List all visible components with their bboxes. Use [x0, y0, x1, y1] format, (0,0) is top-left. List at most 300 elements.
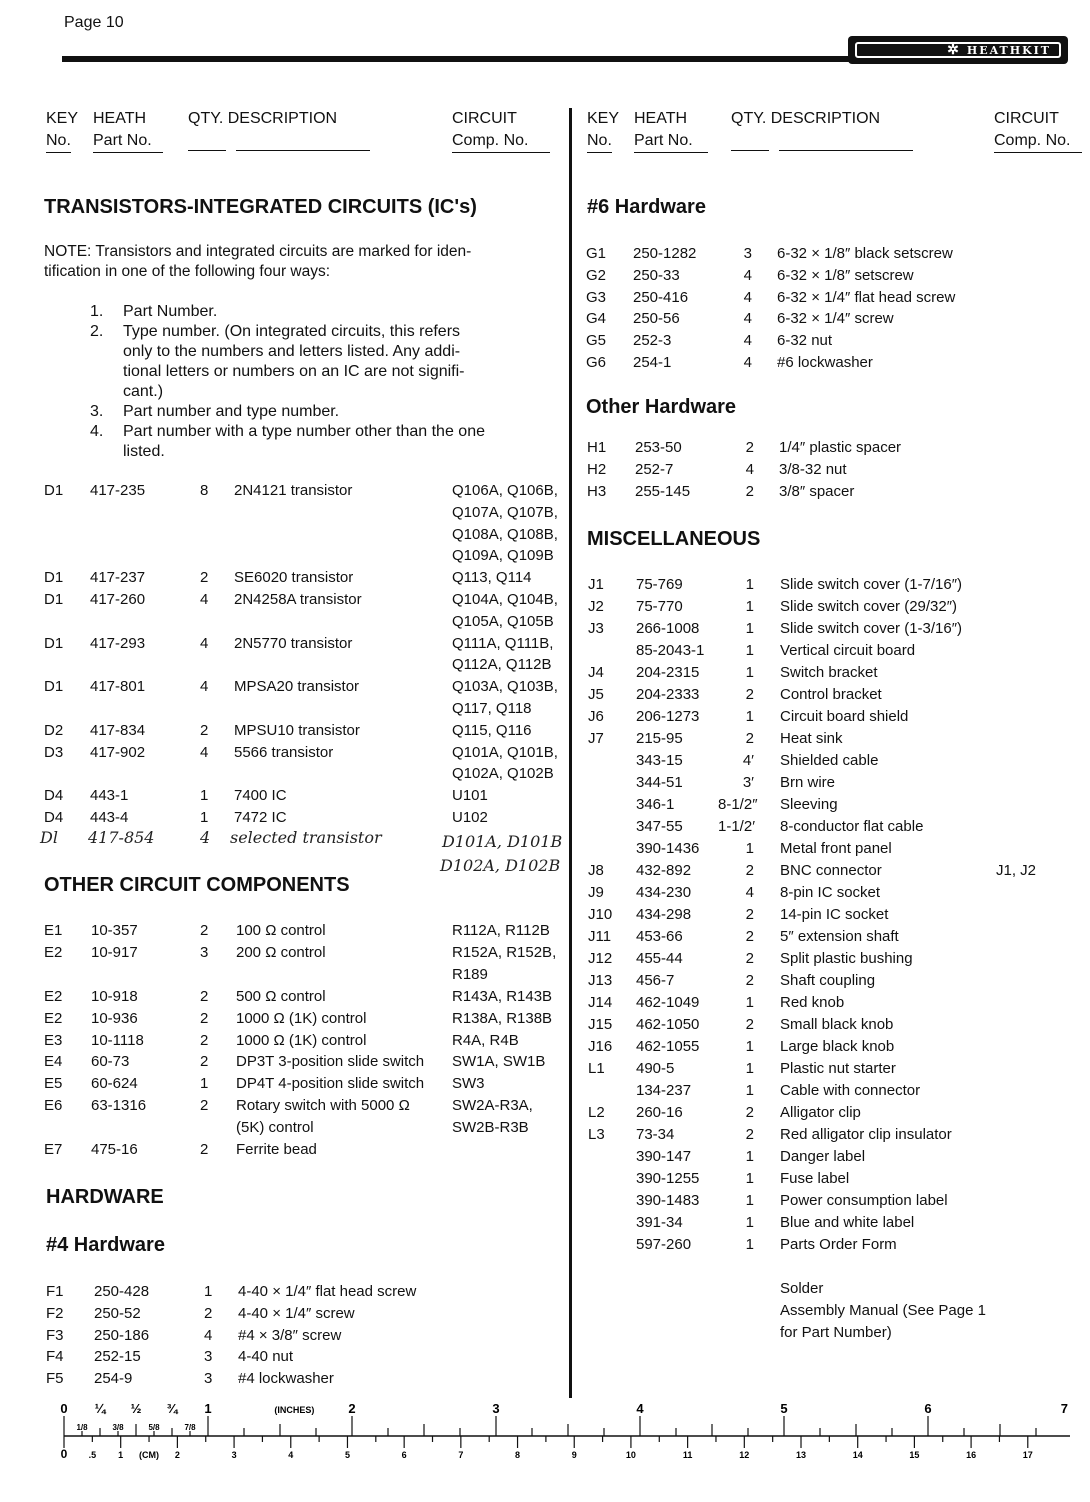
ruler-inch-label: 1 — [204, 1401, 212, 1416]
key-number: F3 — [46, 1326, 64, 1344]
hdr-desc-rule — [236, 150, 370, 151]
quantity: 2 — [745, 730, 754, 747]
circuit-comp-no: SW1A, SW1B — [452, 1053, 546, 1071]
parts-row — [0, 774, 1090, 796]
key-number: E4 — [44, 1053, 63, 1071]
note-item-text: tional letters or numbers on an IC are not signifi- — [123, 363, 465, 380]
part-number: 434-298 — [636, 906, 692, 923]
ruler-inch-label: 3 — [492, 1401, 500, 1416]
ruler-cm-label: 0 — [60, 1447, 68, 1461]
key-number: G4 — [586, 310, 607, 328]
circuit-comp-no: Q104A, Q104B, — [452, 591, 558, 608]
description: 4-40 × 1/4″ screw — [238, 1304, 355, 1322]
part-number: 63-1316 — [91, 1097, 147, 1115]
note-item-text: Part number with a type number other than the one — [123, 423, 485, 440]
part-number: 250-1282 — [633, 245, 697, 262]
description: 6-32 × 1/8″ setscrew — [777, 266, 914, 284]
quantity: 2 — [745, 1126, 754, 1143]
key-number: J1 — [588, 576, 604, 593]
part-number: 10-917 — [91, 943, 138, 961]
part-number: 75-770 — [636, 598, 683, 615]
misc-table — [0, 576, 1090, 1266]
part-number: 252-3 — [633, 332, 672, 350]
quantity: 2 — [745, 439, 754, 456]
parts-row — [0, 620, 1090, 642]
quantity: 3 — [204, 1348, 213, 1366]
part-number: 443-4 — [90, 809, 129, 826]
part-number: 60-73 — [91, 1053, 130, 1071]
quantity: 2 — [200, 721, 209, 739]
quantity: 1 — [745, 1192, 754, 1209]
parts-row — [0, 354, 1090, 376]
quantity: 1 — [745, 1082, 754, 1099]
part-number: 250-428 — [94, 1283, 150, 1300]
key-number: L2 — [588, 1104, 605, 1121]
description: DP4T 4-position slide switch — [236, 1075, 425, 1093]
note-item-number: 1. — [90, 303, 104, 320]
description: 1/4″ plastic spacer — [779, 439, 902, 456]
parts-row — [0, 1082, 1090, 1104]
circuit-comp-no: SW3 — [452, 1075, 485, 1093]
description: Plastic nut starter — [780, 1060, 896, 1077]
description: Heat sink — [780, 730, 843, 747]
parts-row — [0, 289, 1090, 311]
parts-row — [0, 884, 1090, 906]
description: #4 × 3/8″ screw — [238, 1326, 342, 1344]
circuit-comp-no: U101 — [452, 787, 488, 805]
key-number: D1 — [44, 591, 64, 608]
key-number: J7 — [588, 730, 604, 747]
parts-row — [0, 332, 1090, 354]
circuit-comp-no: Q115, Q116 — [452, 721, 532, 739]
circuit-comp-no: Q101A, Q101B, — [452, 743, 558, 761]
ruler-inch-label: ¼ — [94, 1401, 106, 1416]
circuit-comp-no: Q108A, Q108B, — [452, 525, 558, 543]
quantity: 1 — [745, 1148, 754, 1165]
ruler-cm-label: 4 — [288, 1450, 294, 1460]
handwritten-qty: 4 — [200, 828, 211, 847]
part-number: 417-237 — [90, 569, 146, 587]
manual-item-line-1: Assembly Manual (See Page 1 — [780, 1302, 986, 1319]
quantity: 3 — [743, 245, 752, 262]
description: Ferrite bead — [236, 1141, 317, 1158]
parts-row — [0, 1126, 1090, 1148]
part-number: 254-9 — [94, 1370, 133, 1388]
quantity: 1-1/2′ — [718, 818, 756, 835]
key-number: J8 — [588, 862, 604, 879]
part-number: 73-34 — [636, 1126, 675, 1143]
note-item-number: 3. — [90, 403, 104, 420]
description: Sleeving — [780, 796, 838, 813]
parts-row — [0, 1192, 1090, 1214]
key-number: D1 — [44, 634, 64, 652]
description: 2N5770 transistor — [234, 634, 353, 652]
part-number: 204-2333 — [636, 686, 700, 703]
part-number: 204-2315 — [636, 664, 700, 681]
quantity: 2 — [200, 1009, 209, 1027]
hdr-qty-desc-r: QTY. DESCRIPTION — [731, 110, 881, 127]
key-number: J16 — [588, 1038, 613, 1055]
description: Circuit board shield — [780, 708, 909, 725]
key-number: G1 — [586, 245, 607, 262]
ruler-cm-label: 9 — [571, 1450, 577, 1460]
ruler-cm-label: (CM) — [139, 1450, 160, 1460]
description: Danger label — [780, 1148, 866, 1165]
part-number: 134-237 — [636, 1082, 692, 1099]
description: 6-32 × 1/4″ flat head screw — [777, 288, 956, 306]
key-number: H2 — [587, 460, 607, 478]
note-item-text: Type number. (On integrated circuits, this refers — [123, 323, 461, 340]
parts-row — [0, 730, 1090, 752]
quantity: 2 — [200, 1031, 209, 1049]
circuit-comp-no: SW2A-R3A, — [452, 1097, 533, 1115]
parts-row — [0, 1170, 1090, 1192]
key-number: D2 — [44, 721, 64, 739]
quantity: 4′ — [742, 752, 754, 769]
circuit-comp-no: Q111A, Q111B, — [452, 634, 554, 652]
ruler-inch-label: 7 — [1060, 1401, 1068, 1416]
part-number: 250-33 — [633, 266, 680, 284]
key-number: G6 — [586, 354, 607, 371]
ruler-fraction-label: 3/8 — [112, 1423, 124, 1432]
part-number: 266-1008 — [636, 620, 700, 637]
hdr-qty-rule — [188, 150, 226, 151]
description: Cable with connector — [780, 1082, 921, 1099]
quantity: 2 — [204, 1304, 213, 1322]
ruler-cm-label: 12 — [739, 1450, 750, 1460]
handwritten-comp-1: D101A, D101B — [442, 832, 563, 851]
hdr-circuit-r: CIRCUIT — [994, 110, 1059, 127]
ruler-fraction-label: 1/8 — [76, 1423, 88, 1432]
ruler-inch-label: ½ — [130, 1401, 142, 1416]
description: Slide switch cover (29/32″) — [780, 598, 958, 615]
key-number: G5 — [586, 332, 607, 350]
description: 100 Ω control — [236, 922, 326, 939]
ruler-cm-label: 10 — [625, 1450, 636, 1460]
hdr-key-no: No. — [46, 130, 71, 153]
description: 6-32 nut — [777, 332, 833, 350]
part-number: 10-1118 — [91, 1031, 144, 1049]
ruler-inch-label: (INCHES) — [274, 1405, 315, 1415]
parts-row — [0, 818, 1090, 840]
ruler-cm-label: .5 — [88, 1450, 97, 1460]
description: BNC connector — [780, 862, 882, 879]
quantity: 2 — [200, 987, 209, 1005]
description: Alligator clip — [780, 1104, 861, 1121]
part-number: 432-892 — [636, 862, 692, 879]
key-number: G2 — [586, 266, 607, 284]
parts-row — [0, 1148, 1090, 1170]
quantity: 2 — [200, 1141, 209, 1158]
part-number: 10-936 — [91, 1009, 138, 1027]
description: 4-40 × 1/4″ flat head screw — [238, 1283, 417, 1300]
key-number: E2 — [44, 987, 63, 1005]
key-number: E1 — [44, 922, 63, 939]
circuit-comp-no: R112A, R112B — [452, 922, 550, 939]
key-number: J11 — [588, 928, 612, 945]
description: Red alligator clip insulator — [780, 1126, 952, 1143]
part-number: 215-95 — [636, 730, 683, 747]
quantity: 1 — [745, 1170, 754, 1187]
part-number: 462-1050 — [636, 1016, 700, 1033]
quantity: 4 — [743, 288, 752, 306]
quantity: 2 — [745, 1104, 754, 1121]
other-hardware-table — [0, 439, 1090, 505]
description: 6-32 × 1/4″ screw — [777, 310, 894, 328]
part-number: 417-293 — [90, 634, 146, 652]
ruler-inch-label: 5 — [780, 1401, 788, 1416]
part-number: 10-357 — [91, 922, 138, 939]
circuit-comp-no: R189 — [452, 965, 488, 983]
ruler-cm-label: 16 — [966, 1450, 977, 1460]
circuit-comp-no: Q113, Q114 — [452, 569, 532, 587]
section-hw4-title: #4 Hardware — [46, 1234, 165, 1256]
parts-row — [0, 1104, 1090, 1126]
key-number: E2 — [44, 943, 63, 961]
part-number: 252-15 — [94, 1348, 141, 1366]
key-number: J10 — [588, 906, 613, 923]
parts-row — [0, 708, 1090, 730]
parts-row — [0, 245, 1090, 267]
part-number: 390-1483 — [636, 1192, 700, 1209]
parts-row — [0, 1370, 570, 1392]
note-line-2: tification in one of the following four ways: — [44, 263, 331, 280]
note-line-1: NOTE: Transistors and integrated circuits are marked for iden- — [44, 243, 472, 260]
parts-row — [0, 862, 1090, 884]
quantity: 4 — [204, 1326, 213, 1344]
parts-row — [0, 1348, 570, 1370]
ruler-cm-label: 7 — [458, 1450, 464, 1460]
description: #4 lockwasher — [238, 1370, 334, 1388]
handwritten-key: Dl — [40, 828, 58, 847]
part-number: 417-834 — [90, 721, 146, 739]
parts-row — [0, 1038, 1090, 1060]
description: 500 Ω control — [236, 987, 326, 1005]
part-number: 391-34 — [636, 1214, 683, 1231]
quantity: 1 — [745, 1060, 754, 1077]
parts-row — [0, 1214, 1090, 1236]
note-item-number: 4. — [90, 423, 104, 440]
key-number: J6 — [588, 708, 604, 725]
description: Split plastic bushing — [780, 950, 913, 967]
circuit-comp-no: R152A, R152B, — [452, 943, 557, 961]
description: Metal front panel — [780, 840, 892, 857]
part-number: 455-44 — [636, 950, 683, 967]
description: Blue and white label — [780, 1214, 915, 1231]
key-number: H3 — [587, 482, 607, 500]
description: 8-conductor flat cable — [780, 818, 924, 835]
quantity: 4 — [743, 310, 752, 328]
parts-row — [0, 1327, 570, 1349]
note-item-text: Part number and type number. — [123, 403, 340, 420]
key-number: J4 — [588, 664, 604, 681]
circuit-comp-no: Q102A, Q102B — [452, 765, 554, 783]
description: 1000 Ω (1K) control — [236, 1009, 367, 1027]
part-number: 417-260 — [90, 591, 146, 608]
note-item-text: listed. — [123, 443, 165, 460]
description: Control bracket — [780, 686, 882, 703]
quantity: 3 — [200, 943, 209, 961]
description: 8-pin IC socket — [780, 884, 881, 901]
ruler-cm-label: 8 — [515, 1450, 521, 1460]
ruler-fraction-label: 5/8 — [148, 1423, 160, 1432]
parts-row — [0, 439, 1090, 461]
quantity: 4 — [743, 266, 752, 284]
description: 1000 Ω (1K) control — [236, 1031, 367, 1049]
quantity: 2 — [745, 928, 754, 945]
quantity: 1 — [745, 598, 754, 615]
part-number: 434-230 — [636, 884, 692, 901]
circuit-comp-no: Q105A, Q105B — [452, 612, 554, 630]
key-number: J2 — [588, 598, 604, 615]
ruler-inch-label: 0 — [60, 1401, 68, 1416]
key-number: J15 — [588, 1016, 613, 1033]
part-number: 85-2043-1 — [636, 642, 705, 659]
circuit-comp-no: Q107A, Q107B, — [452, 503, 558, 521]
description: Rotary switch with 5000 Ω — [236, 1097, 410, 1115]
quantity: 2 — [200, 569, 209, 587]
quantity: 4 — [743, 354, 752, 371]
description: Slide switch cover (1-3/16″) — [780, 620, 963, 637]
note-item-number: 2. — [90, 323, 104, 340]
circuit-comp-no: J1, J2 — [996, 862, 1037, 879]
hdr-part-no-r: Part No. — [634, 130, 708, 153]
hdr-qty-rule-r — [731, 150, 769, 151]
parts-row — [0, 906, 1090, 928]
description: 7400 IC — [234, 787, 287, 805]
manual-item-line-2: for Part Number) — [780, 1324, 892, 1341]
quantity: 3 — [204, 1370, 213, 1388]
hdr-circuit: CIRCUIT — [452, 110, 517, 127]
description: Power consumption label — [780, 1192, 948, 1209]
quantity: 4 — [743, 332, 752, 350]
description: DP3T 3-position slide switch — [236, 1053, 425, 1071]
quantity: 4 — [745, 460, 754, 478]
quantity: 2 — [200, 1097, 209, 1115]
parts-row — [0, 1016, 1090, 1038]
key-number: F2 — [46, 1304, 64, 1322]
quantity: 1 — [745, 840, 754, 857]
section-transistors-title: TRANSISTORS-INTEGRATED CIRCUITS (IC's) — [44, 196, 477, 218]
hdr-key-no-r: No. — [587, 130, 612, 153]
quantity: 4 — [745, 884, 754, 901]
part-number: 75-769 — [636, 576, 683, 593]
ruler-cm-label: 13 — [796, 1450, 807, 1460]
hdr-key-r: KEY — [587, 110, 620, 127]
part-number: 417-902 — [90, 743, 146, 761]
quantity: 1 — [204, 1283, 213, 1300]
solder-item: Solder — [780, 1280, 824, 1297]
quantity: 1 — [745, 642, 754, 659]
key-number: H1 — [587, 439, 607, 456]
section-other-components-title: OTHER CIRCUIT COMPONENTS — [44, 874, 350, 896]
quantity: 1 — [745, 1038, 754, 1055]
quantity: 1 — [745, 1214, 754, 1231]
description: Shaft coupling — [780, 972, 876, 989]
key-number: G3 — [586, 288, 607, 306]
heathkit-logo — [848, 36, 1068, 64]
parts-row — [0, 642, 1090, 664]
note-item-text: Part Number. — [123, 303, 218, 320]
description: 5566 transistor — [234, 743, 334, 761]
key-number: L3 — [588, 1126, 605, 1143]
key-number: F5 — [46, 1370, 64, 1388]
page-number: Page 10 — [64, 14, 124, 31]
parts-row — [0, 576, 1090, 598]
note-item-text: only to the numbers and letters listed. Any addi- — [123, 343, 461, 360]
quantity: 8 — [200, 482, 209, 499]
part-number: 206-1273 — [636, 708, 700, 725]
circuit-comp-no: Q109A, Q109B — [452, 547, 554, 565]
part-number: 253-50 — [635, 439, 682, 456]
parts-row — [0, 752, 1090, 774]
quantity: 2 — [745, 686, 754, 703]
handwritten-desc: selected transistor — [230, 828, 382, 847]
hw6-table — [0, 245, 1090, 377]
parts-row — [0, 1283, 570, 1305]
hdr-comp-no-r: Comp. No. — [994, 130, 1082, 153]
part-number: 343-15 — [636, 752, 683, 769]
part-number: 60-624 — [91, 1075, 138, 1093]
key-number: F1 — [46, 1283, 64, 1300]
part-number: 260-16 — [636, 1104, 683, 1121]
part-number: 417-801 — [90, 678, 146, 696]
parts-row — [0, 686, 1090, 708]
key-number: F4 — [46, 1348, 64, 1366]
key-number: E5 — [44, 1075, 63, 1093]
part-number: 462-1055 — [636, 1038, 700, 1055]
ruler-cm-label: 1 — [118, 1450, 124, 1460]
part-number: 417-235 — [90, 482, 146, 499]
key-number: E6 — [44, 1097, 63, 1115]
hdr-key: KEY — [46, 110, 79, 127]
section-other-hardware-title: Other Hardware — [586, 396, 737, 418]
circuit-comp-no: SW2B-R3B — [452, 1119, 529, 1137]
quantity: 1 — [200, 787, 209, 805]
description: Fuse label — [780, 1170, 850, 1187]
ruler-inch-label: 4 — [636, 1401, 644, 1416]
part-number: 250-416 — [633, 288, 689, 306]
parts-row — [0, 664, 1090, 686]
parts-row — [0, 1060, 1090, 1082]
part-number: 390-147 — [636, 1148, 692, 1165]
ruler-fraction-label: 7/8 — [184, 1423, 196, 1432]
description-line-2: (5K) control — [236, 1119, 314, 1137]
quantity: 1 — [200, 1075, 209, 1093]
ruler-cm-label: 2 — [174, 1450, 180, 1460]
quantity: 1 — [200, 809, 209, 826]
key-number: D1 — [44, 569, 64, 587]
hdr-heath-r: HEATH — [634, 110, 688, 127]
description: 5″ extension shaft — [780, 928, 899, 945]
key-number: D1 — [44, 678, 64, 696]
hdr-qty-desc: QTY. DESCRIPTION — [188, 110, 338, 127]
brand-text: HEATHKIT — [966, 43, 1051, 57]
circuit-comp-no: U102 — [452, 809, 488, 826]
column-headers — [0, 108, 1090, 158]
key-number: E3 — [44, 1031, 63, 1049]
key-number: D3 — [44, 743, 64, 761]
parts-row — [0, 972, 1090, 994]
part-number: 475-16 — [91, 1141, 138, 1158]
description: 6-32 × 1/8″ black setscrew — [777, 245, 953, 262]
quantity: 2 — [200, 1053, 209, 1071]
part-number: 462-1049 — [636, 994, 700, 1011]
quantity: 4 — [200, 591, 209, 608]
handwritten-comp-2: D102A, D102B — [440, 856, 561, 875]
description: Parts Order Form — [780, 1236, 897, 1253]
part-number: 390-1436 — [636, 840, 700, 857]
